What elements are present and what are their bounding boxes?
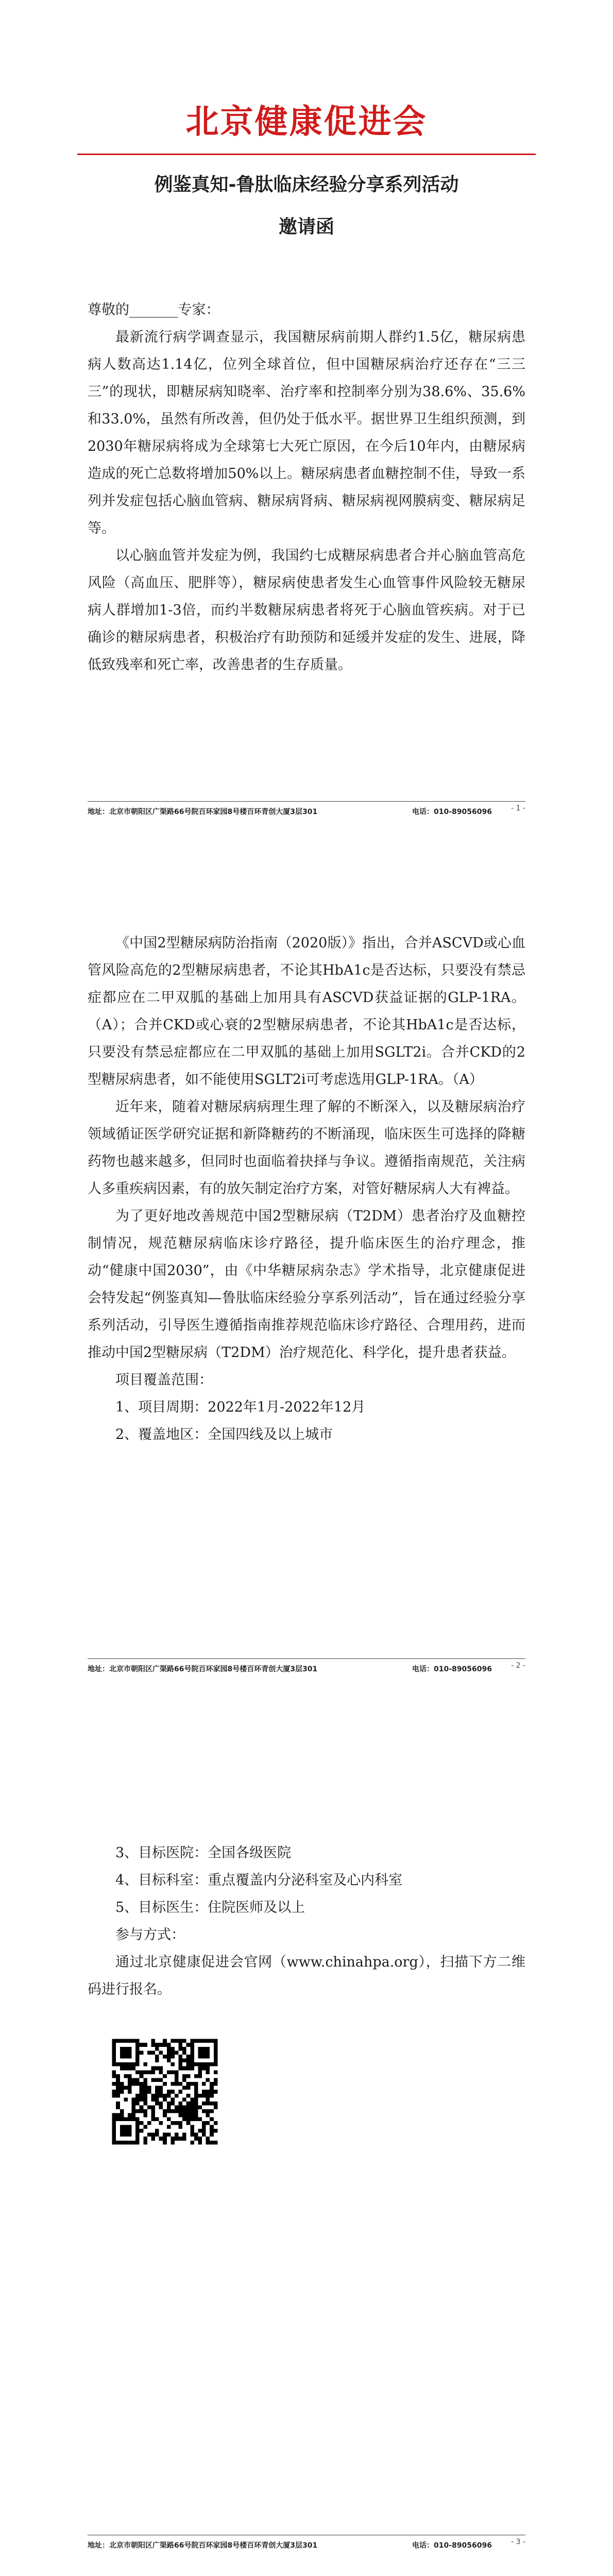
join-heading: 参与方式： <box>115 1927 185 1943</box>
scope-item-doctor: 5、目标医生：住院医师及以上 <box>115 1900 305 1916</box>
footer-address: 地址：北京市朝阳区广渠路66号院百环家园8号楼百环青创大厦3层301 <box>88 2541 318 2550</box>
salutation: 尊敬的_______专家： <box>88 302 220 318</box>
scope-item-period: 1、项目周期：2022年1月-2022年12月 <box>115 1399 366 1415</box>
scope-item-department: 4、目标科室：重点覆盖内分泌科室及心内科室 <box>115 1872 403 1888</box>
footer-phone: 电话：010-89056096 <box>412 1665 492 1673</box>
letter-body-page-3 <box>88 1839 525 2003</box>
page-3 <box>0 1735 613 2576</box>
paragraph-purpose: 为了更好地改善规范中国2型糖尿病（T2DM）患者治疗及血糖控制情况，规范糖尿病临床诊疗路径，提升临床医生的治疗理念，推动“健康中国2030”，由《中华糖尿病杂志》学术指导，北京健康促进会特发起“例鉴真知—鲁肽临床经验分享系列活动”，旨在通过经验分享系列活动，引导医生遵循指南推荐规范临床诊疗路径、合理用药，进而推动中国2型糖尿病（T2DM）治疗规范化、科学化，提升患者获益。 <box>88 1208 525 1361</box>
org-name-heading: 北京健康促进会 <box>185 103 428 141</box>
footer-phone: 电话：010-89056096 <box>412 808 492 816</box>
page-2 <box>0 868 613 1735</box>
scope-item-hospital: 3、目标医院：全国各级医院 <box>115 1845 292 1861</box>
scope-heading: 项目覆盖范围： <box>115 1372 213 1388</box>
page-1 <box>0 0 613 868</box>
footer-page-2 <box>88 1658 525 1677</box>
footer-page-1 <box>88 801 525 820</box>
page-number: - 2 - <box>511 1662 525 1670</box>
paragraph-epidemiology: 最新流行病学调查显示，我国糖尿病前期人群约1.5亿，糖尿病患病人数高达1.14亿，位列全球首位，但中国糖尿病治疗还存在“三三三”的现状，即糖尿病知晓率、治疗率和控制率分别为38.6%、35.6%和33.0%，虽然有所改善，但仍处于低水平。据世界卫生组织预测，到2030年糖尿病将成为全球第七大死亡原因，在今后10年内，由糖尿病造成的死亡总数将增加50%以上。糖尿病患者血糖控制不佳，导致一系列并发症包括心脑血管病、糖尿病肾病、糖尿病视网膜病变、糖尿病足等。 <box>88 329 525 536</box>
join-instructions: 通过北京健康促进会官网（www.chinahpa.org），扫描下方二维码进行报名。 <box>88 1954 525 1997</box>
registration-qr-code[interactable] <box>108 2035 222 2148</box>
invitation-title: 邀请函 <box>278 216 334 238</box>
footer-divider <box>88 1658 525 1659</box>
scope-item-region: 2、覆盖地区：全国四线及以上城市 <box>115 1427 333 1443</box>
footer-address: 地址：北京市朝阳区广渠路66号院百环家园8号楼百环青创大厦3层301 <box>88 1665 318 1673</box>
footer-address: 地址：北京市朝阳区广渠路66号院百环家园8号楼百环青创大厦3层301 <box>88 808 318 816</box>
paragraph-background: 近年来，随着对糖尿病病理生理了解的不断深入，以及糖尿病治疗领域循证医学研究证据和新降糖药的不断涌现，临床医生可选择的降糖药物也越来越多，但同时也面临着抉择与争议。遵循指南规范，关注病人多重疾病因素，有的放矢制定治疗方案，对管好糖尿病人大有裨益。 <box>88 1099 525 1197</box>
footer-phone: 电话：010-89056096 <box>412 2541 492 2550</box>
footer-page-3 <box>88 2535 525 2553</box>
paragraph-guideline: 《中国2型糖尿病防治指南（2020版）》指出，合并ASCVD或心血管风险高危的2型糖尿病患者，不论其HbA1c是否达标，只要没有禁忌症都应在二甲双胍的基础上加用具有ASCVD获益证据的GLP-1RA。（A）；合并CKD或心衰的2型糖尿病患者，不论其HbA1c是否达标，只要没有禁忌症都应在二甲双胍的基础上加用SGLT2i。合并CKD的2型糖尿病患者，如不能使用SGLT2i可考虑选用GLP-1RA。（A） <box>88 935 525 1088</box>
page-number: - 3 - <box>511 2538 525 2546</box>
page-number: - 1 - <box>511 804 525 812</box>
footer-divider <box>88 801 525 802</box>
red-divider <box>77 154 536 155</box>
paragraph-complications: 以心脑血管并发症为例，我国约七成糖尿病患者合并心脑血管高危风险（高血压、肥胖等），糖尿病使患者发生心血管事件风险较无糖尿病人群增加1-3倍，而约半数糖尿病患者将死于心脑血管疾病。对于已确诊的糖尿病患者，积极治疗有助预防和延缓并发症的发生、进展，降低致残率和死亡率，改善患者的生存质量。 <box>88 548 525 673</box>
letter-body-page-2 <box>88 929 525 1448</box>
letter-body-page-1 <box>88 296 525 679</box>
event-title: 例鉴真知-鲁肽临床经验分享系列活动 <box>154 174 459 195</box>
